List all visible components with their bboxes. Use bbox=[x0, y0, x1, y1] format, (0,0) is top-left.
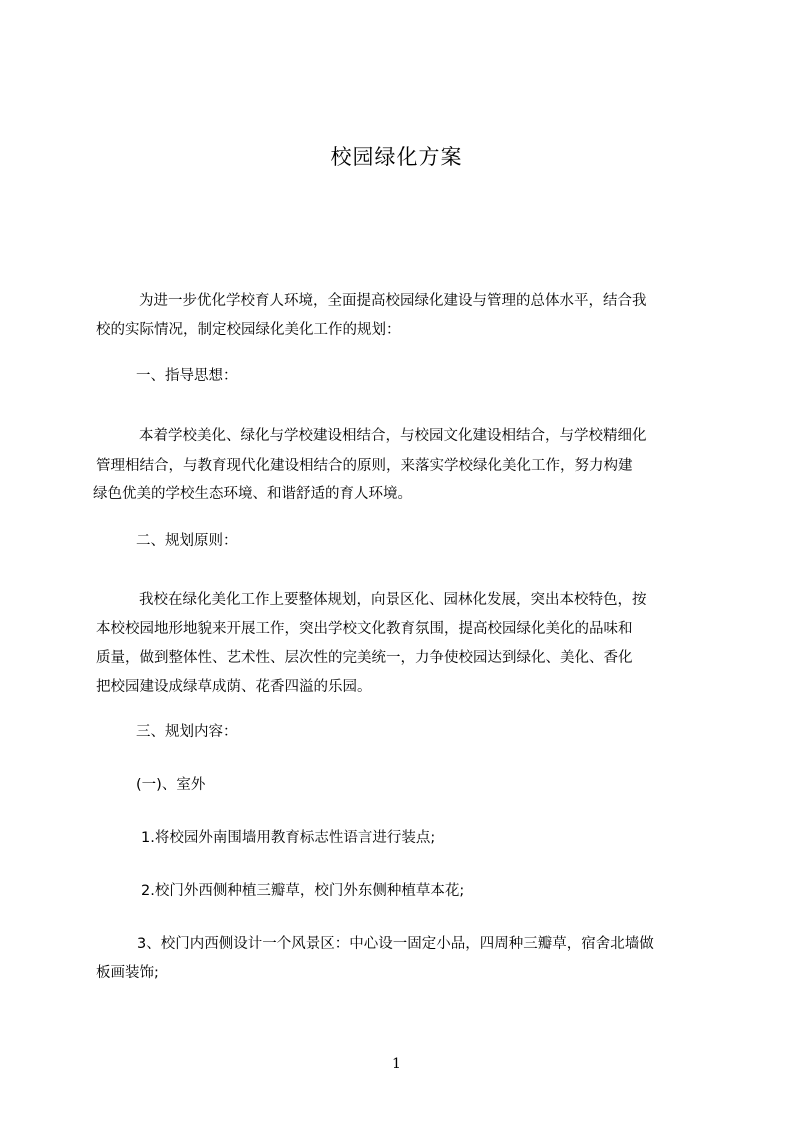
intro-line-1: 为进一步优化学校育人环境，全面提高校园绿化建设与管理的总体水平，结合我 bbox=[139, 293, 647, 309]
page-number: 1 bbox=[392, 1056, 401, 1072]
section-2-line-1: 我校在绿化美化工作上要整体规划，向景区化、园林化发展，突出本校特色，按 bbox=[139, 592, 647, 608]
section-1-line-1: 本着学校美化、绿化与学校建设相结合，与校园文化建设相结合，与学校精细化 bbox=[139, 428, 647, 444]
section-2-line-3: 质量，做到整体性、艺术性、层次性的完美统一，力争使校园达到绿化、美化、香化 bbox=[96, 650, 633, 666]
section-1-line-3: 绿色优美的学校生态环境、和谐舒适的育人环境。 bbox=[93, 486, 412, 502]
document-title: 校园绿化方案 bbox=[330, 145, 463, 169]
section-1-line-2: 管理相结合，与教育现代化建设相结合的原则，来落实学校绿化美化工作，努力构建 bbox=[96, 458, 633, 474]
section-3-item-3-line-2: 板画装饰; bbox=[96, 965, 159, 981]
section-3-subheading: (一)、室外 bbox=[136, 777, 206, 793]
section-1-heading: 一、指导思想： bbox=[136, 368, 238, 384]
section-2-line-2: 本校校园地形地貌来开展工作，突出学校文化教育氛围，提高校园绿化美化的品味和 bbox=[96, 621, 633, 637]
intro-line-2: 校的实际情况，制定校园绿化美化工作的规划： bbox=[96, 322, 401, 338]
section-3-item-1: 1.将校园外南围墙用教育标志性语言进行装点; bbox=[141, 830, 436, 846]
section-3-item-2: 2.校门外西侧种植三瓣草，校门外东侧种植草本花; bbox=[141, 883, 465, 899]
section-2-line-4: 把校园建设成绿草成荫、花香四溢的乐园。 bbox=[96, 679, 372, 695]
section-3-heading: 三、规划内容： bbox=[136, 724, 238, 740]
section-3-item-3-line-1: 3、校门内西侧设计一个风景区：中心设一固定小品，四周种三瓣草，宿舍北墙做 bbox=[137, 936, 654, 952]
section-2-heading: 二、规划原则： bbox=[136, 533, 238, 549]
